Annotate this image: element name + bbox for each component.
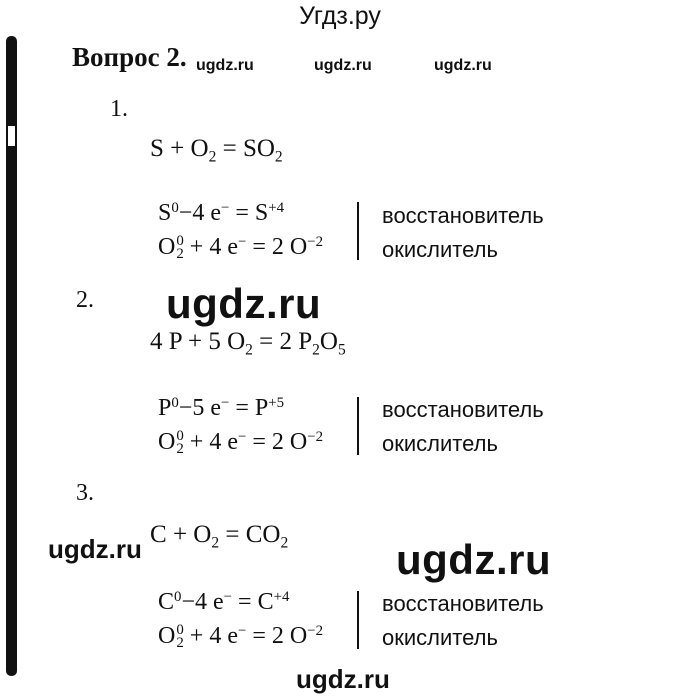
separator-bar (357, 397, 359, 455)
watermark: ugdz.ru (434, 57, 492, 74)
role-label-oxidizer: окислитель (382, 625, 498, 650)
role-label-reducer: восстановитель (382, 203, 544, 228)
scan-edge (6, 36, 17, 676)
role-label-reducer: восстановитель (382, 591, 544, 616)
reaction-equation: $S + O_2 = SO_2$ (150, 135, 283, 166)
half-reaction-reduction-agent: $C^0-4$ $e^- = C^{+4}$ (158, 588, 290, 615)
half-reaction-reduction-agent: $S^0-4$ $e^- = S^{+4}$ (158, 199, 285, 226)
separator-bar (357, 591, 359, 649)
watermark: ugdz.ru (196, 57, 254, 74)
watermark: ugdz.ru (48, 534, 142, 564)
site-header: Угдз.ру (299, 2, 381, 30)
role-label-reducer: восстановитель (382, 397, 544, 422)
watermark: ugdz.ru (166, 280, 322, 327)
half-reaction-oxidizing-agent: O 0 2 + 4 e− = 2 $O^{-2}$ (158, 428, 324, 458)
reaction-equation: $C + O_2 = CO_2$ (150, 521, 289, 552)
half-reaction-reduction-agent: $P^0-5$ $e^- = P^{+5}$ (158, 394, 285, 421)
half-reaction-oxidizing-agent: O 0 2 + 4 e− = 2 $O^{-2}$ (158, 233, 324, 263)
item-number: 1. (110, 96, 128, 122)
item-number: 3. (76, 480, 94, 506)
item-number: 2. (76, 287, 94, 313)
role-label-oxidizer: окислитель (382, 237, 498, 262)
question-title: Вопрос 2. (72, 42, 187, 72)
reaction-equation: 4 P + 5 $O_2 = 2$ $P_2O_5$ (150, 328, 346, 359)
watermark: ugdz.ru (396, 536, 552, 583)
watermark: ugdz.ru (314, 57, 372, 74)
half-reaction-oxidizing-agent: O 0 2 + 4 e− = 2 $O^{-2}$ (158, 622, 324, 652)
separator-bar (357, 202, 359, 260)
watermark: ugdz.ru (296, 664, 390, 694)
role-label-oxidizer: окислитель (382, 431, 498, 456)
